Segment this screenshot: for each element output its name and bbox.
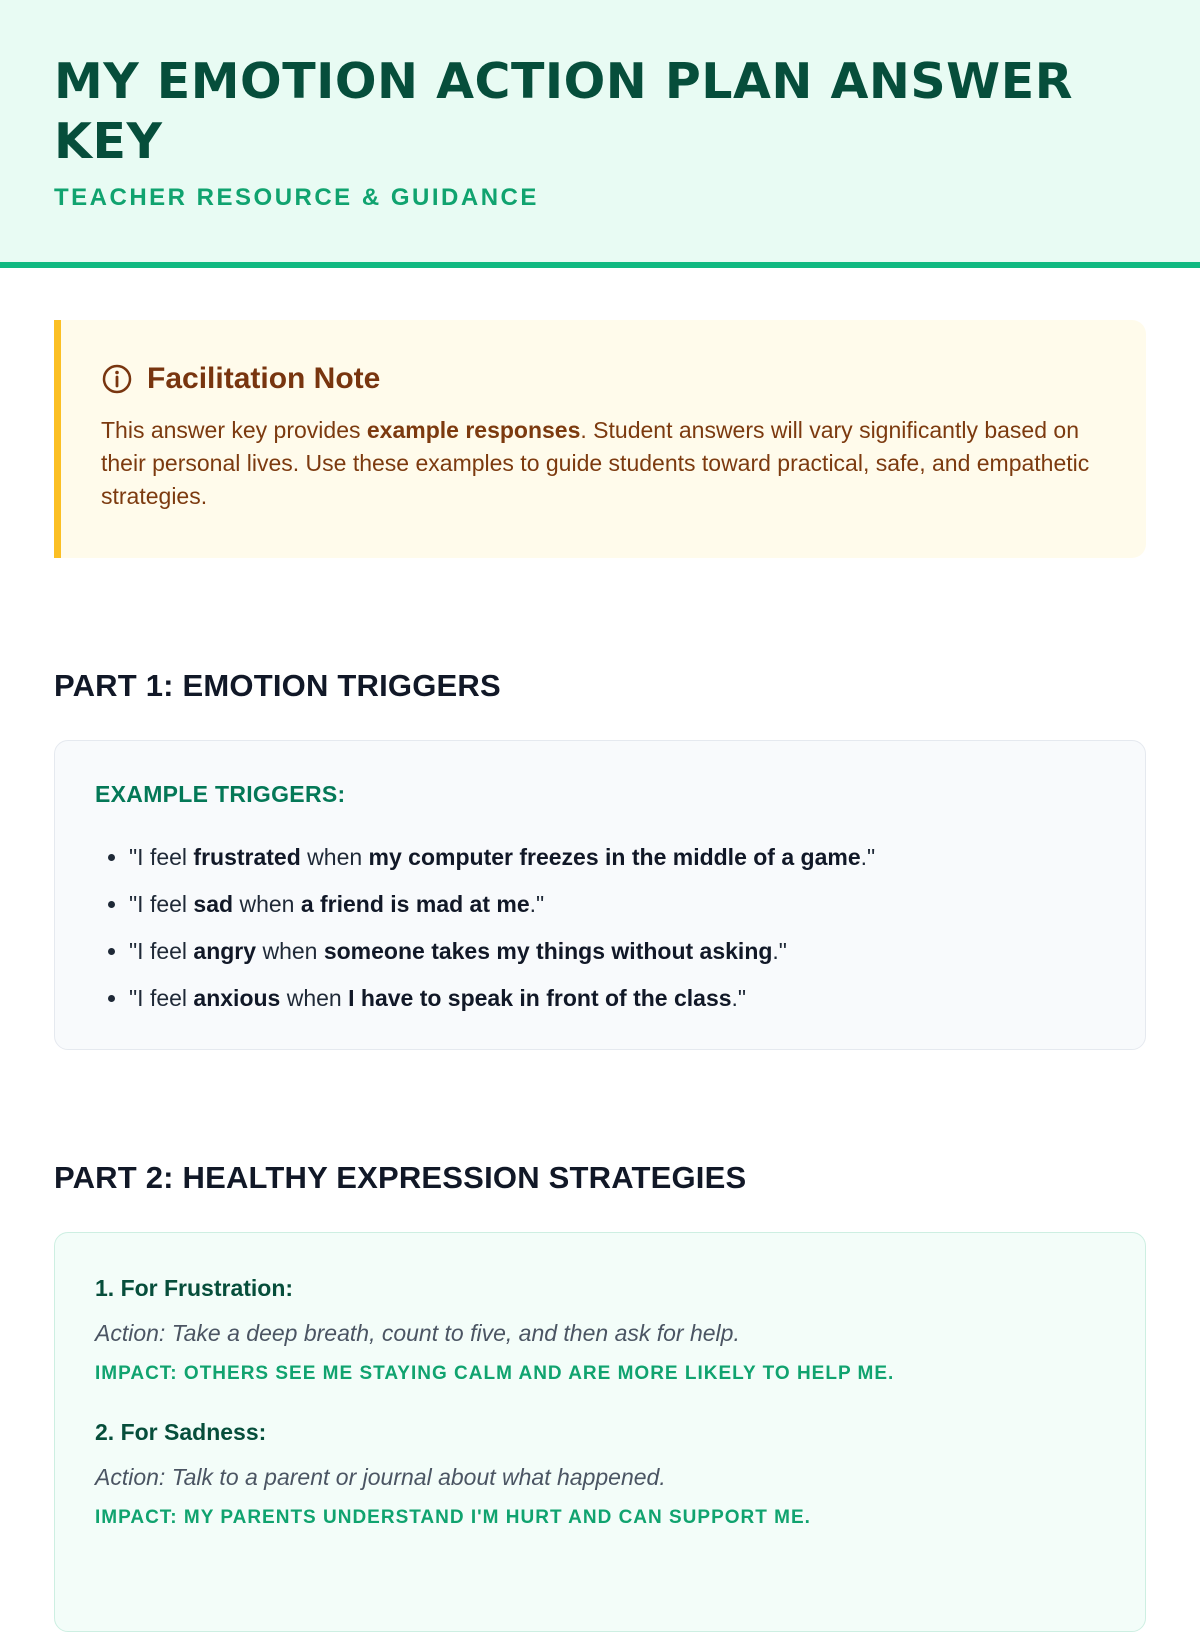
- triggers-heading: EXAMPLE TRIGGERS:: [95, 781, 346, 807]
- strategy-impact: IMPACT: MY PARENTS UNDERSTAND I'M HURT AND CAN SUPPORT ME.: [95, 1507, 811, 1528]
- facilitation-note: [54, 320, 1146, 558]
- note-text-start: This answer key provides: [101, 417, 367, 443]
- part1-title: PART 1: EMOTION TRIGGERS: [54, 668, 501, 703]
- strategies-card: [54, 1232, 1146, 1632]
- list-item: • "I feel sad when a friend is mad at me.": [129, 881, 1105, 928]
- triggers-list: [95, 834, 1105, 1022]
- strategy-item: [95, 1275, 1105, 1385]
- strategy-action: Action: Take a deep breath, count to five, and then ask for help.: [95, 1320, 740, 1346]
- strategy-item: [95, 1419, 1105, 1529]
- triggers-card: [54, 740, 1146, 1050]
- list-item: • "I feel anxious when I have to speak in front of the class.": [129, 975, 1105, 1022]
- part2-title: PART 2: HEALTHY EXPRESSION STRATEGIES: [54, 1160, 747, 1195]
- note-text-emphasis: example responses: [366, 417, 581, 443]
- note-text: [101, 414, 1102, 513]
- list-item: • "I feel frustrated when my computer freezes in the middle of a game.": [129, 834, 1105, 881]
- main-content: [0, 320, 1200, 1632]
- list-item: • "I feel angry when someone takes my things without asking.": [129, 928, 1105, 975]
- strategy-action: Action: Talk to a parent or journal about what happened.: [95, 1464, 666, 1490]
- note-title: Facilitation Note: [147, 362, 381, 395]
- page-header: [0, 0, 1200, 268]
- strategy-impact: IMPACT: OTHERS SEE ME STAYING CALM AND ARE MORE LIKELY TO HELP ME.: [95, 1363, 895, 1384]
- note-text-end: . Student answers will vary significantly based on their personal lives. Use these examples to guide students toward practical, safe, and empathetic strategies.: [101, 417, 1090, 509]
- page-subtitle: TEACHER RESOURCE & GUIDANCE: [54, 184, 539, 211]
- strategy-title: 1. For Frustration:: [95, 1275, 294, 1301]
- info-circle-icon: [101, 363, 133, 395]
- page-title: MY EMOTION ACTION PLAN ANSWER KEY: [54, 53, 1073, 170]
- note-header: [101, 362, 1102, 396]
- strategy-title: 2. For Sadness:: [95, 1419, 267, 1445]
